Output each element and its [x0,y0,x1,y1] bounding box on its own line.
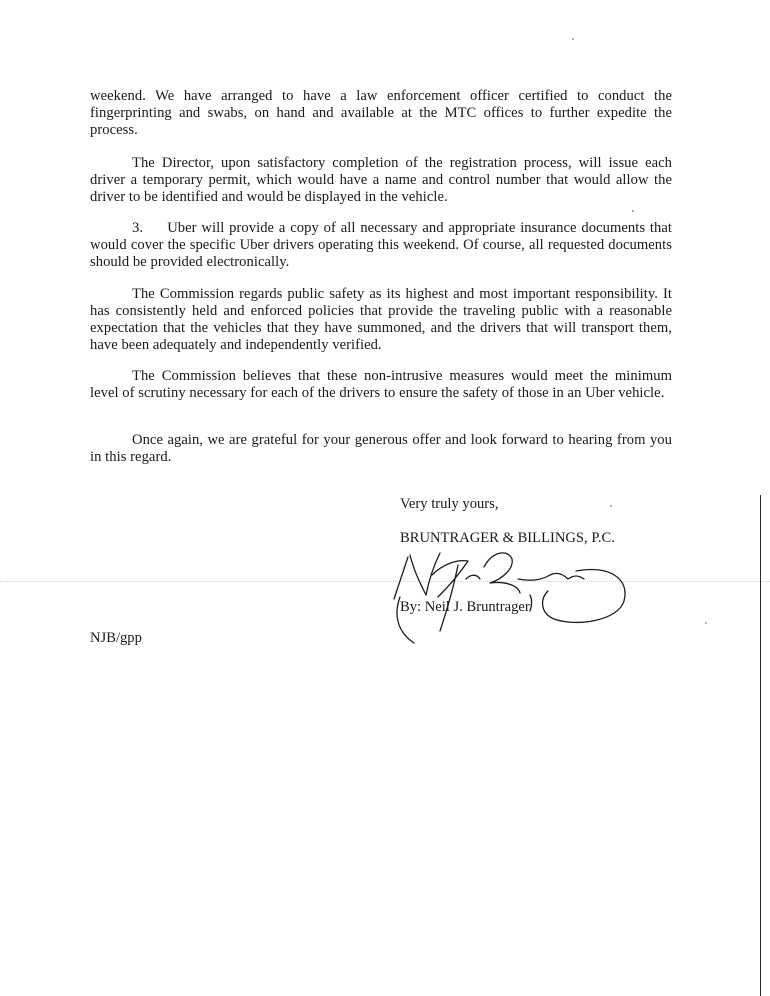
closing-salutation: Very truly yours, [400,496,499,512]
scan-artifact-line [0,581,770,582]
scan-speck [705,622,707,624]
handwritten-signature [380,535,640,655]
scan-speck [572,38,574,40]
signer-line: By: Neil J. Bruntrager [400,599,530,615]
paragraph-closing-thanks: Once again, we are grateful for your generous offer and look forward to hearing from you in this regard. [90,432,672,465]
paragraph-non-intrusive-measures: The Commission believes that these non-intrusive measures would meet the minimum level of scrutiny necessary for each of the drivers to ensure the safety of those in an Uber vehicle. [90,368,672,401]
paragraph-public-safety: The Commission regards public safety as its highest and most important responsibility. It has consistently held and enforced policies that provide the traveling public with a reasonable expectation that the vehicles that they have summoned, and the drivers that will transport them, have been adequately and independently verified. [90,286,672,353]
typist-initials: NJB/gpp [90,630,142,646]
scan-speck [610,505,612,507]
firm-name: BRUNTRAGER & BILLINGS, P.C. [400,530,615,546]
paragraph-continuation: weekend. We have arranged to have a law enforcement officer certified to conduct the fingerprinting and swabs, on hand and available at the MTC offices to further expedite the process. [90,88,672,138]
scan-edge-line [760,495,761,996]
scan-speck [632,210,634,212]
paragraph-temporary-permit: The Director, upon satisfactory completion of the registration process, will issue each driver a temporary permit, which would have a name and control number that would allow the driver to be identified and would be displayed in the vehicle. [90,155,672,205]
paragraph-item-3-insurance: 3. Uber will provide a copy of all necessary and appropriate insurance documents that would cover the specific Uber drivers operating this weekend. Of course, all requested documents should be provided electronically. [90,220,672,270]
